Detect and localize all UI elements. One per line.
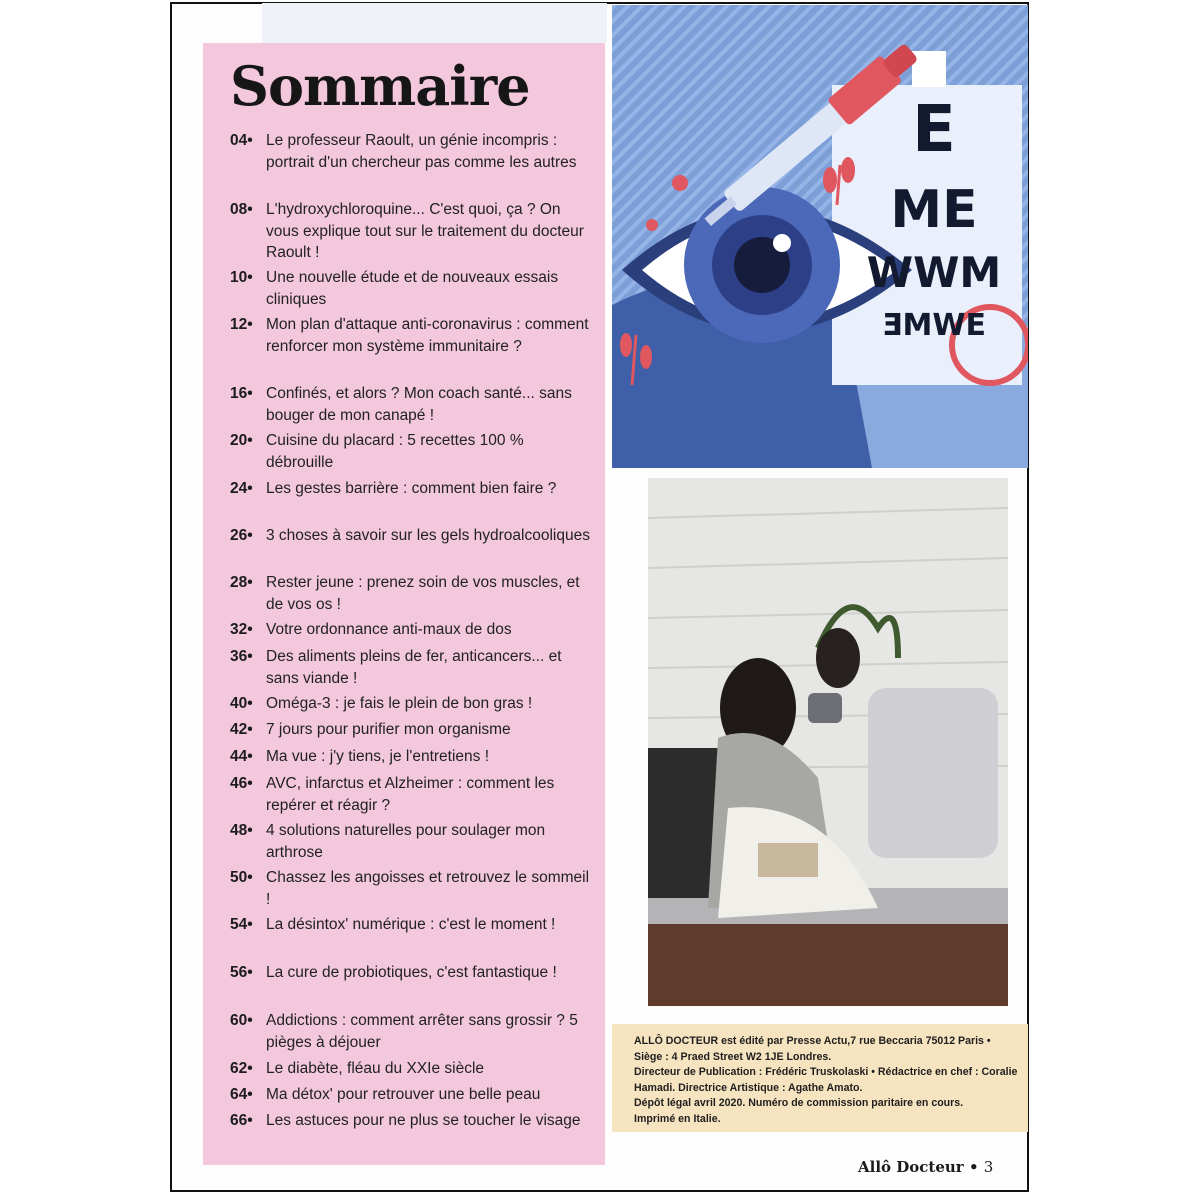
toc-entry-title: Les gestes barrière : comment bien faire ? [266, 480, 557, 497]
toc-entry [230, 383, 590, 426]
toc-entry [230, 525, 590, 547]
toc-entry-page: 40• [230, 695, 253, 712]
eye-chart-row-1: E [912, 93, 956, 167]
woman-drinking-tea-photo-art [648, 478, 1008, 1006]
eye-chart-letters [844, 85, 1024, 351]
toc-entry-title: 7 jours pour purifier mon organisme [266, 721, 511, 738]
toc-entry-page: 26• [230, 527, 253, 544]
credits-line: Hamadi. Directrice Artistique : Agathe Amato. [634, 1081, 863, 1094]
toc-entry-page: 46• [230, 775, 253, 792]
publication-credits [612, 1024, 1028, 1132]
toc-entry-page: 28• [230, 574, 253, 591]
toc-entry-title: Ma vue : j'y tiens, je l'entretiens ! [266, 748, 490, 765]
toc-entry [230, 746, 590, 768]
page-number: 3 [983, 1158, 994, 1176]
toc-entry [230, 719, 590, 741]
toc-entry-title: Votre ordonnance anti-maux de dos [266, 621, 512, 638]
credits-line: Directeur de Publication : Frédéric Truskolaski • Rédactrice en chef : Coralie [634, 1066, 1018, 1079]
toc-entry [230, 572, 590, 615]
toc-entry-title: La cure de probiotiques, c'est fantastique ! [266, 964, 557, 981]
toc-entry-title: Rester jeune : prenez soin de vos muscles, et de vos os ! [266, 574, 580, 613]
toc-entry-page: 50• [230, 869, 253, 886]
credits-line: ALLÔ DOCTEUR est édité par Presse Actu,7 rue Beccaria 75012 Paris • [634, 1035, 991, 1047]
toc-entry [230, 1084, 590, 1106]
toc-entry [230, 914, 590, 936]
toc-entry [230, 430, 590, 473]
toc-entry [230, 1010, 590, 1053]
toc-entry-title: Les astuces pour ne plus se toucher le visage [266, 1112, 581, 1129]
eye-chart-row-2: ME [890, 180, 978, 240]
toc-entry-title: Mon plan d'attaque anti-coronavirus : comment renforcer mon système immunitaire ? [266, 316, 589, 355]
toc-entry-title: Ma détox' pour retrouver une belle peau [266, 1086, 541, 1103]
eye-chart-row-3: WWM [866, 248, 1002, 297]
toc-entry-page: 12• [230, 316, 253, 333]
toc-title: Sommaire [230, 54, 530, 118]
toc-entry-page: 54• [230, 916, 253, 933]
credits-line: Imprimé en Italie. [634, 1112, 721, 1125]
toc-entry-title: Chassez les angoisses et retrouvez le sommeil ! [266, 869, 590, 908]
toc-entry-title: Oméga-3 : je fais le plein de bon gras ! [266, 695, 533, 712]
eye-chart-illustration [612, 5, 1028, 468]
toc-entry-page: 48• [230, 822, 253, 839]
toc-entry-title: Cuisine du placard : 5 recettes 100 % débrouille [266, 432, 524, 471]
toc-entry-title: Le diabète, fléau du XXIe siècle [266, 1060, 485, 1077]
page-top-band [262, 3, 607, 43]
toc-entry-page: 64• [230, 1086, 253, 1103]
toc-entry [230, 867, 590, 910]
credits-line: Siège : 4 Praed Street W2 1JE Londres. [634, 1050, 832, 1063]
toc-entry-page: 16• [230, 385, 253, 402]
toc-entry-page: 10• [230, 269, 253, 286]
footer-separator: • [968, 1158, 979, 1176]
toc-entry [230, 646, 590, 689]
toc-entry [230, 199, 590, 264]
woman-drinking-tea-photo [648, 478, 1008, 1006]
toc-entry [230, 820, 590, 863]
toc-entry-page: 66• [230, 1112, 253, 1129]
toc-entry [230, 1058, 590, 1080]
toc-entry-page: 60• [230, 1012, 253, 1029]
toc-entry [230, 130, 590, 173]
toc-entry-title: Addictions : comment arrêter sans grossir ? 5 pièges à déjouer [266, 1012, 578, 1051]
page-footer [858, 1158, 993, 1176]
toc-entry-title: Des aliments pleins de fer, anticancers... et sans viande ! [266, 648, 562, 687]
toc-entry-page: 56• [230, 964, 253, 981]
toc-entry-title: L'hydroxychloroquine... C'est quoi, ça ? On vous explique tout sur le traitement du docteur Raoult ! [266, 201, 584, 261]
toc-entry-page: 36• [230, 648, 253, 665]
toc-entry [230, 314, 590, 357]
toc-entry-page: 32• [230, 621, 253, 638]
toc-entry [230, 773, 590, 816]
toc-entry [230, 1110, 590, 1132]
credits-line: Dépôt légal avril 2020. Numéro de commission paritaire en cours. [634, 1097, 964, 1110]
toc-entry-page: 04• [230, 132, 253, 149]
toc-entry-title: AVC, infarctus et Alzheimer : comment les repérer et réagir ? [266, 775, 555, 814]
toc-entry-title: Confinés, et alors ? Mon coach santé... sans bouger de mon canapé ! [266, 385, 572, 424]
toc-entry-page: 44• [230, 748, 253, 765]
toc-entry-page: 08• [230, 201, 253, 218]
toc-entry [230, 478, 590, 500]
toc-entry-title: La désintox' numérique : c'est le moment ! [266, 916, 556, 933]
toc-entry [230, 619, 590, 641]
toc-entry [230, 962, 590, 984]
toc-entry-page: 42• [230, 721, 253, 738]
toc-entry [230, 267, 590, 310]
toc-entry-title: Le professeur Raoult, un génie incompris : portrait d'un chercheur pas comme les autres [266, 132, 577, 171]
magazine-name: Allô Docteur [858, 1158, 964, 1176]
toc-entry-page: 24• [230, 480, 253, 497]
toc-entry-page: 62• [230, 1060, 253, 1077]
toc-entry-title: Une nouvelle étude et de nouveaux essais cliniques [266, 269, 559, 308]
toc-entry-title: 3 choses à savoir sur les gels hydroalcooliques [266, 527, 590, 544]
eye-chart-row-4: ƎMWE [882, 308, 986, 343]
toc-entry-page: 20• [230, 432, 253, 449]
toc-entry [230, 693, 590, 715]
toc-entry-title: 4 solutions naturelles pour soulager mon arthrose [266, 822, 546, 861]
